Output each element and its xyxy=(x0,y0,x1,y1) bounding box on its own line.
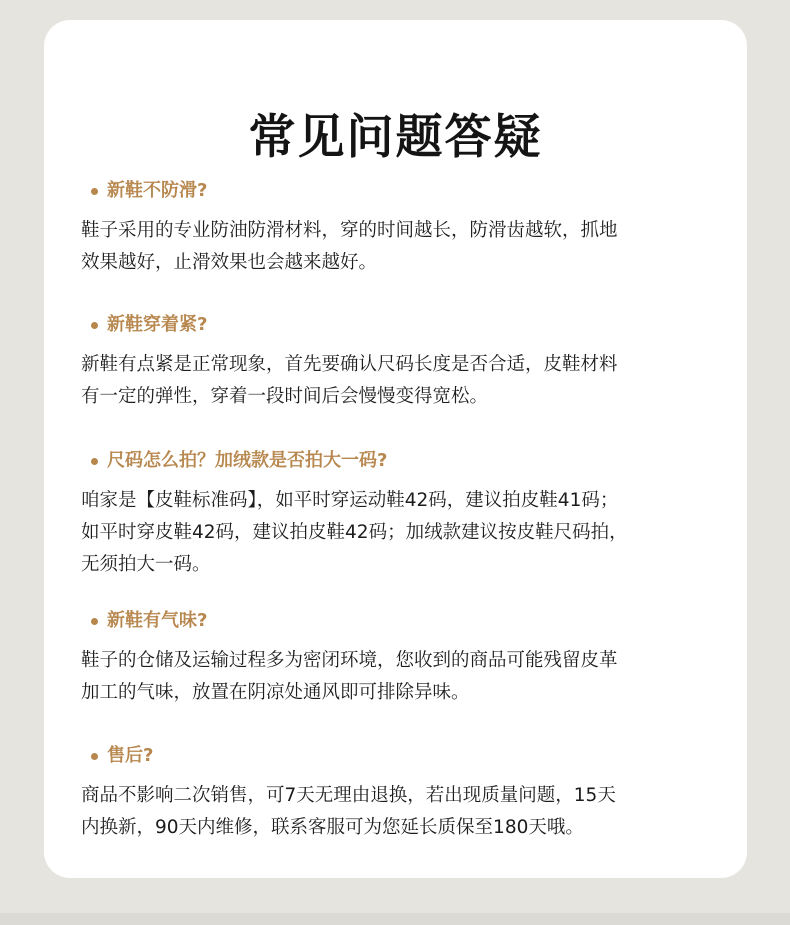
faq-answer xyxy=(81,215,721,279)
faq-answer-line: 咱家是【皮鞋标准码】，如平时穿运动鞋42码，建议拍皮鞋41码； xyxy=(81,490,619,511)
faq-question-text: 新鞋有气味? xyxy=(107,610,208,631)
faq-question-text: 新鞋不防滑? xyxy=(107,180,208,201)
bullet-dot-icon xyxy=(91,322,98,329)
bullet-dot-icon xyxy=(91,188,98,195)
faq-answer-line: 效果越好，止滑效果也会越来越好。 xyxy=(81,252,378,273)
faq-item-anti-slip xyxy=(81,176,721,279)
faq-answer-line: 新鞋有点紧是正常现象，首先要确认尺码长度是否合适，皮鞋材料 xyxy=(81,354,618,375)
faq-item-size xyxy=(81,446,721,581)
bottom-divider xyxy=(0,913,790,925)
faq-answer-line: 无须拍大一码。 xyxy=(81,554,211,575)
faq-answer-line: 如平时穿皮鞋42码，建议拍皮鞋42码；加绒款建议按皮鞋尺码拍， xyxy=(81,522,628,543)
bullet-dot-icon xyxy=(91,753,98,760)
faq-question xyxy=(91,176,721,206)
faq-answer xyxy=(81,349,721,413)
faq-question xyxy=(91,446,721,476)
faq-answer-line: 有一定的弹性，穿着一段时间后会慢慢变得宽松。 xyxy=(81,386,489,407)
faq-card xyxy=(44,20,747,878)
faq-question xyxy=(91,741,721,771)
faq-answer xyxy=(81,645,721,709)
faq-answer-line: 商品不影响二次销售，可7天无理由退换，若出现质量问题，15天 xyxy=(81,785,616,806)
faq-question-text: 新鞋穿着紧? xyxy=(107,314,208,335)
faq-question-text: 售后? xyxy=(107,745,154,766)
faq-answer-line: 内换新，90天内维修，联系客服可为您延长质保至180天哦。 xyxy=(81,817,584,838)
faq-answer-line: 鞋子采用的专业防油防滑材料，穿的时间越长，防滑齿越软，抓地 xyxy=(81,220,618,241)
faq-question-text: 尺码怎么拍？加绒款是否拍大一码? xyxy=(107,450,388,471)
bullet-dot-icon xyxy=(91,458,98,465)
page-title: 常见问题答疑 xyxy=(248,110,543,165)
bullet-dot-icon xyxy=(91,618,98,625)
faq-answer-line: 鞋子的仓储及运输过程多为密闭环境，您收到的商品可能残留皮革 xyxy=(81,650,618,671)
faq-item-tight-fit xyxy=(81,310,721,413)
faq-answer-line: 加工的气味，放置在阴凉处通风即可排除异味。 xyxy=(81,682,470,703)
faq-question xyxy=(91,310,721,340)
faq-answer xyxy=(81,485,721,581)
faq-question xyxy=(91,606,721,636)
faq-answer xyxy=(81,780,721,844)
faq-item-odor xyxy=(81,606,721,709)
faq-item-after-sales xyxy=(81,741,721,844)
